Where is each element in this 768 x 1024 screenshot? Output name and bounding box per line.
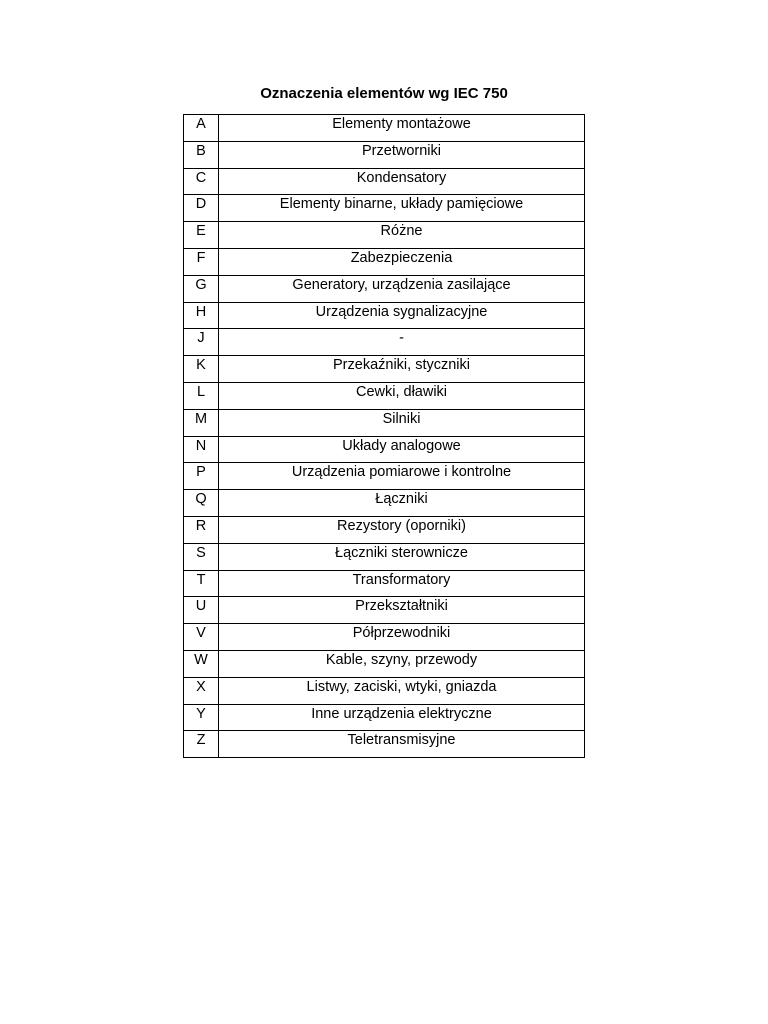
element-description: -	[219, 329, 585, 356]
element-description: Elementy binarne, układy pamięciowe	[219, 195, 585, 222]
designation-table	[183, 114, 585, 758]
element-description: Łączniki sterownicze	[219, 543, 585, 570]
element-description: Silniki	[219, 409, 585, 436]
element-description: Inne urządzenia elektryczne	[219, 704, 585, 731]
element-code: B	[184, 141, 219, 168]
table-row	[184, 570, 585, 597]
element-description: Rezystory (oporniki)	[219, 516, 585, 543]
element-description: Różne	[219, 222, 585, 249]
element-code: D	[184, 195, 219, 222]
table-row	[184, 409, 585, 436]
element-code: L	[184, 382, 219, 409]
element-code: S	[184, 543, 219, 570]
element-code: Z	[184, 731, 219, 758]
element-description: Układy analogowe	[219, 436, 585, 463]
element-description: Cewki, dławiki	[219, 382, 585, 409]
table-row	[184, 115, 585, 142]
element-description: Łączniki	[219, 490, 585, 517]
table-row	[184, 302, 585, 329]
element-code: E	[184, 222, 219, 249]
table-row	[184, 624, 585, 651]
element-code: C	[184, 168, 219, 195]
table-row	[184, 382, 585, 409]
element-description: Przekształtniki	[219, 597, 585, 624]
table-row	[184, 436, 585, 463]
element-description: Elementy montażowe	[219, 115, 585, 142]
element-code: X	[184, 677, 219, 704]
table-row	[184, 731, 585, 758]
table-row	[184, 677, 585, 704]
element-description: Teletransmisyjne	[219, 731, 585, 758]
element-description: Półprzewodniki	[219, 624, 585, 651]
element-code: W	[184, 650, 219, 677]
table-row	[184, 275, 585, 302]
element-description: Zabezpieczenia	[219, 248, 585, 275]
element-code: P	[184, 463, 219, 490]
element-code: R	[184, 516, 219, 543]
table-row	[184, 222, 585, 249]
element-code: T	[184, 570, 219, 597]
table-row	[184, 490, 585, 517]
element-code: Q	[184, 490, 219, 517]
element-description: Listwy, zaciski, wtyki, gniazda	[219, 677, 585, 704]
element-code: H	[184, 302, 219, 329]
table-row	[184, 141, 585, 168]
element-description: Urządzenia sygnalizacyjne	[219, 302, 585, 329]
table-row	[184, 168, 585, 195]
table-body	[184, 115, 585, 758]
element-description: Kondensatory	[219, 168, 585, 195]
element-description: Urządzenia pomiarowe i kontrolne	[219, 463, 585, 490]
element-code: G	[184, 275, 219, 302]
element-description: Transformatory	[219, 570, 585, 597]
element-description: Kable, szyny, przewody	[219, 650, 585, 677]
element-code: J	[184, 329, 219, 356]
element-code: N	[184, 436, 219, 463]
element-code: A	[184, 115, 219, 142]
element-description: Przekaźniki, styczniki	[219, 356, 585, 383]
element-code: U	[184, 597, 219, 624]
element-description: Generatory, urządzenia zasilające	[219, 275, 585, 302]
table-row	[184, 543, 585, 570]
table-row	[184, 463, 585, 490]
table-row	[184, 329, 585, 356]
table-row	[184, 704, 585, 731]
page-title: Oznaczenia elementów wg IEC 750	[260, 85, 508, 102]
element-code: K	[184, 356, 219, 383]
element-description: Przetworniki	[219, 141, 585, 168]
element-code: F	[184, 248, 219, 275]
table-row	[184, 356, 585, 383]
element-code: M	[184, 409, 219, 436]
table-row	[184, 597, 585, 624]
table-row	[184, 195, 585, 222]
table-row	[184, 650, 585, 677]
element-code: V	[184, 624, 219, 651]
element-code: Y	[184, 704, 219, 731]
table-row	[184, 516, 585, 543]
table-row	[184, 248, 585, 275]
